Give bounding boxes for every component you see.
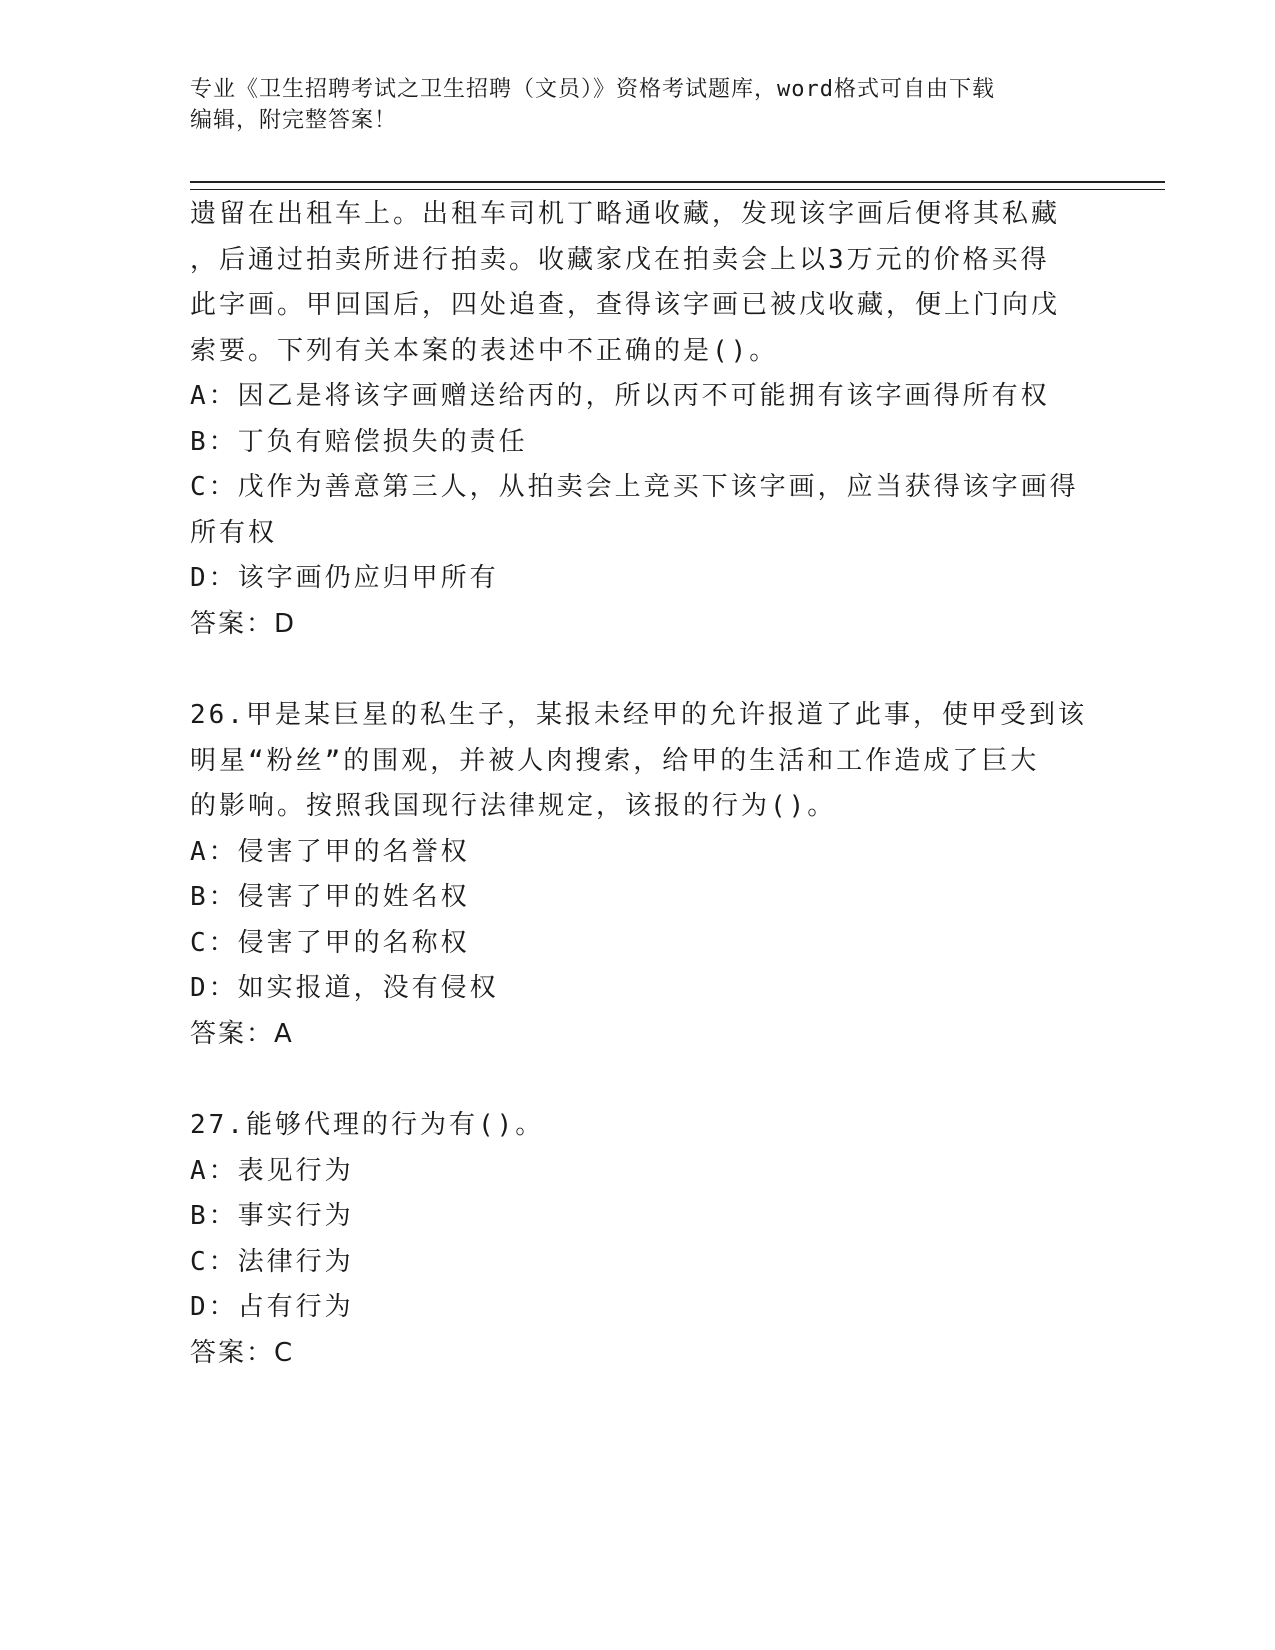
spacer [190,647,1090,693]
header-line-1: 专业《卫生招聘考试之卫生招聘（文员）》资格考试题库，word格式可自由下载 [190,77,995,102]
option-a: A：侵害了甲的名誉权 [190,836,470,867]
page-header [190,74,1090,136]
question-stem-line: 明星“粉丝”的围观，并被人肉搜索，给甲的生活和工作造成了巨大 [190,745,1040,776]
option-b: B：侵害了甲的姓名权 [190,882,470,912]
header-line-2: 编辑，附完整答案！ [190,108,398,133]
answer: 答案：A [190,1018,294,1049]
option-b: B：事实行为 [190,1201,354,1231]
question-stem-line: 遗留在出租车上。出租车司机丁略通收藏，发现该字画后便将其私藏 [190,199,1061,229]
option-c-continued: 所有权 [190,517,278,548]
option-c: C：戊作为善意第三人，从拍卖会上竞买下该字画，应当获得该字画得 [190,472,1079,502]
option-d: D：该字画仍应归甲所有 [190,563,499,593]
question-stem-line: 的影响。按照我国现行法律规定，该报的行为()。 [190,791,837,821]
answer: 答案：C [190,1337,295,1368]
question-stem-line: 26.甲是某巨星的私生子，某报未经甲的允许报道了此事，使甲受到该 [190,700,1087,730]
option-b: B：丁负有赔偿损失的责任 [190,426,528,457]
answer: 答案：D [190,608,297,639]
option-c: C：法律行为 [190,1246,354,1277]
option-a: A：因乙是将该字画赠送给丙的，所以丙不可能拥有该字画得所有权 [190,381,1050,411]
option-d: D：如实报道，没有侵权 [190,973,499,1003]
question-stem-line: 索要。下列有关本案的表述中不正确的是()。 [190,335,779,366]
question-stem-line: ，后通过拍卖所进行拍卖。收藏家戊在拍卖会上以3万元的价格买得 [190,244,1050,275]
question-stem-line: 27.能够代理的行为有()。 [190,1110,545,1140]
question-content [190,192,1090,1376]
question-26 [190,693,1090,1057]
option-a: A：表见行为 [190,1155,354,1186]
question-stem-line: 此字画。甲回国后，四处追查，查得该字画已被戊收藏，便上门向戊 [190,290,1061,320]
question-25 [190,192,1090,647]
header-divider [190,181,1165,190]
option-d: D：占有行为 [190,1292,354,1322]
spacer [190,1057,1090,1103]
question-27 [190,1103,1090,1376]
option-c: C：侵害了甲的名称权 [190,927,470,958]
